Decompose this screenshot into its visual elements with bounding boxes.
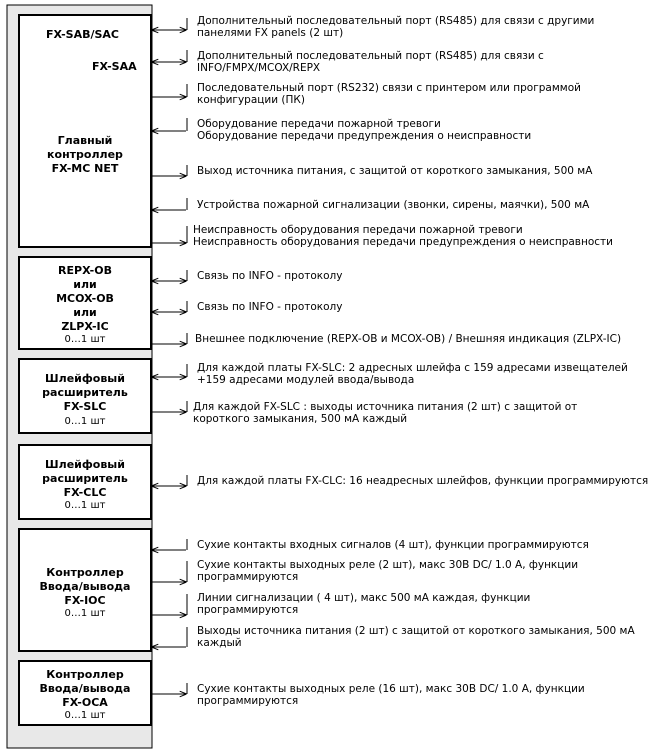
clc-block [18, 444, 152, 520]
main-controller-block [18, 14, 152, 248]
sub-block-sab-label: FX-SAB/SAC [46, 28, 120, 41]
label-info-protocol-2: Связь по INFO - протоколу [197, 301, 343, 313]
oca-block [18, 660, 152, 726]
main-controller-title: Главный контроллер FX-MC NET [47, 134, 123, 175]
slc-block-title: Шлейфовый расширитель FX-SLC [42, 372, 128, 413]
label-info-protocol-1: Связь по INFO - протоколу [197, 270, 343, 282]
label-clc-loops: Для каждой платы FX-CLC: 16 неадресных шлейфов, функции программируются [197, 475, 649, 487]
slc-block-qty: 0…1 шт [64, 416, 106, 427]
label-fire-alarm-transmission: Оборудование передачи пожарной тревоги Оборудование передачи предупреждения о неисправности [197, 118, 532, 142]
repx-block-qty: 0…1 шт [64, 334, 106, 345]
sub-block-saa-label: FX-SAA [92, 60, 137, 73]
label-power-output: Выход источника питания, с защитой от короткого замыкания, 500 мА [197, 165, 593, 177]
slc-block [18, 358, 152, 434]
label-ioc-power-outputs: Выходы источника питания (2 шт) с защитой от короткого замыкания, 500 мА каждый [197, 625, 635, 649]
oca-block-qty: 0…1 шт [64, 710, 106, 721]
label-ioc-dry-inputs: Сухие контакты входных сигналов (4 шт), функции программируются [197, 539, 589, 551]
repx-block [18, 256, 152, 350]
clc-block-title: Шлейфовый расширитель FX-CLC [42, 458, 128, 499]
label-rs485-info: Дополнительный последовательный порт (RS485) для связи с INFO/FMPX/MCOX/REPX [197, 50, 544, 74]
label-slc-addressable-loops: Для каждой платы FX-SLC: 2 адресных шлейфа с 159 адресами извещателей +159 адресами модулей ввода/вывода [197, 362, 628, 386]
repx-block-title: REPX-OB или MCOX-OB или ZLPX-IC [56, 264, 114, 333]
label-rs232-printer: Последовательный порт (RS232) связи с принтером или программой конфигурации (ПК) [197, 82, 581, 106]
label-oca-relay-outputs: Сухие контакты выходных реле (16 шт), макс 30В DC/ 1.0 А, функции программируются [197, 683, 585, 707]
label-rs485-panels: Дополнительный последовательный порт (RS485) для связи с другими панелями FX panels (2 шт) [197, 15, 595, 39]
label-fire-signal-devices: Устройства пожарной сигнализации (звонки, сирены, маячки), 500 мА [197, 199, 590, 211]
label-fault-transmission: Неисправность оборудования передачи пожарной тревоги Неисправность оборудования передачи предупреждения о неисправности [193, 224, 613, 248]
label-ioc-signal-lines: Линии сигнализации ( 4 шт), макс 500 мА каждая, функции программируются [197, 592, 531, 616]
label-external-connection: Внешнее подключение (REPX-OB и MCOX-OB) / Внешняя индикация (ZLPX-IC) [195, 333, 622, 345]
oca-block-title: Контроллер Ввода/вывода FX-OCA [39, 668, 131, 709]
ioc-block-title: Контроллер Ввода/вывода FX-IOC [39, 566, 131, 607]
ioc-block [18, 528, 152, 652]
clc-block-qty: 0…1 шт [64, 500, 106, 511]
label-slc-power-outputs: Для каждой FX-SLC : выходы источника питания (2 шт) с защитой от короткого замыкания, 500 мА каждый [193, 401, 578, 425]
ioc-block-qty: 0…1 шт [64, 608, 106, 619]
label-ioc-relay-outputs: Сухие контакты выходных реле (2 шт), макс 30В DC/ 1.0 А, функции программируются [197, 559, 579, 583]
